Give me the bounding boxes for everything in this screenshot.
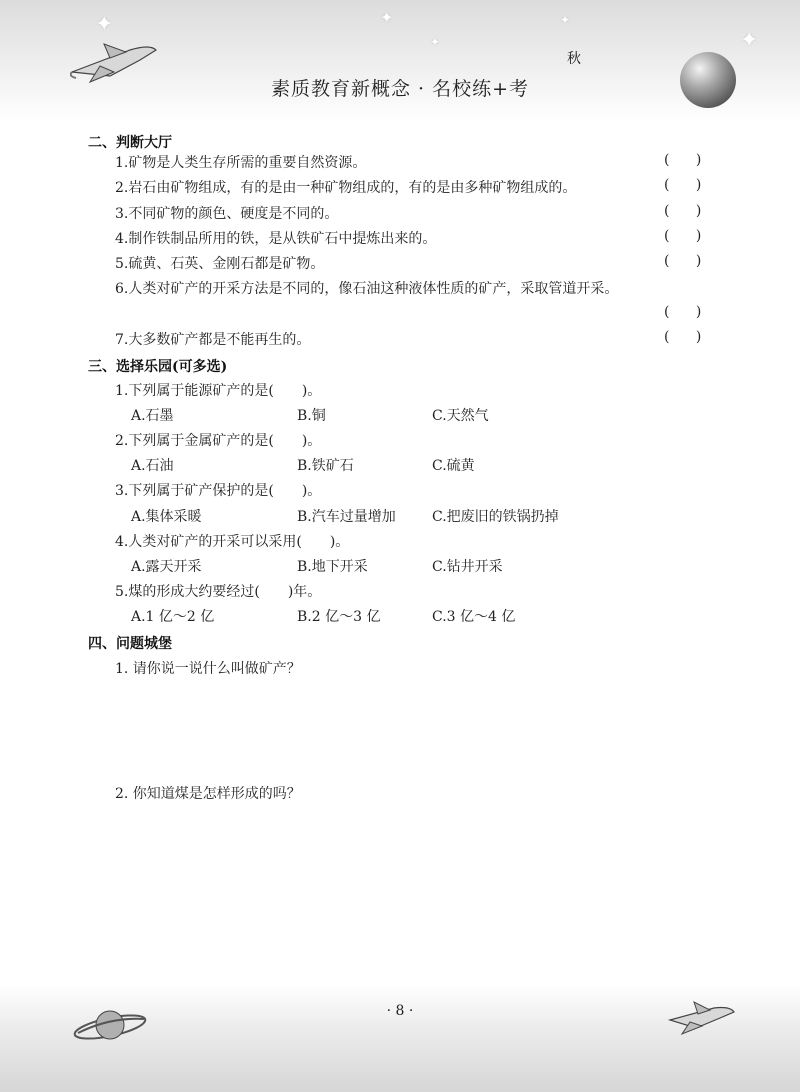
- judge-item: 4.制作铁制品所用的铁，是从铁矿石中提炼出来的。: [115, 231, 437, 247]
- choice-question: 2.下列属于金属矿产的是( )。: [115, 433, 322, 449]
- choice-option-c[interactable]: C.把废旧的铁锅扔掉: [432, 509, 559, 525]
- choice-option-c[interactable]: C.3 亿～4 亿: [432, 609, 516, 625]
- choice-question: 3.下列属于矿产保护的是( )。: [115, 483, 322, 499]
- star-icon: ✦: [95, 12, 114, 37]
- answer-parens[interactable]: ( ): [664, 203, 702, 219]
- space-shuttle-icon: [668, 998, 738, 1038]
- page-number: · 8 ·: [386, 1003, 414, 1019]
- choice-option-a[interactable]: A.石墨: [131, 408, 174, 424]
- judge-item: 5.硫黄、石英、金刚石都是矿物。: [115, 256, 325, 272]
- answer-parens[interactable]: ( ): [664, 228, 702, 244]
- choice-option-a[interactable]: A.石油: [131, 458, 174, 474]
- choice-option-a[interactable]: A.露天开采: [131, 559, 202, 575]
- judge-item: 7.大多数矿产都是不能再生的。: [115, 332, 311, 348]
- open-question: 2. 你知道煤是怎样形成的吗？: [115, 786, 301, 802]
- star-icon: ✦: [380, 8, 394, 27]
- choice-option-b[interactable]: B.铜: [297, 408, 326, 424]
- star-icon: ✦: [430, 35, 441, 49]
- star-icon: ✦: [740, 28, 759, 53]
- section-title-judge: 二、判断大厅: [88, 135, 172, 151]
- choice-option-b[interactable]: B.铁矿石: [297, 458, 354, 474]
- choice-option-b[interactable]: B.地下开采: [297, 559, 368, 575]
- choice-question: 1.下列属于能源矿产的是( )。: [115, 383, 322, 399]
- answer-parens[interactable]: ( ): [664, 329, 702, 345]
- choice-option-c[interactable]: C.硫黄: [432, 458, 475, 474]
- globe-icon: [680, 52, 736, 108]
- choice-question: 5.煤的形成大约要经过( )年。: [115, 584, 322, 600]
- judge-item: 1.矿物是人类生存所需的重要自然资源。: [115, 155, 367, 171]
- choice-question: 4.人类对矿产的开采可以采用( )。: [115, 534, 350, 550]
- page-header-title: 素质教育新概念 · 名校练+考: [270, 78, 530, 100]
- judge-item: 2.岩石由矿物组成，有的是由一种矿物组成的，有的是由多种矿物组成的。: [115, 180, 577, 196]
- season-label: 秋: [567, 51, 581, 67]
- choice-option-a[interactable]: A.集体采暖: [131, 509, 202, 525]
- answer-parens[interactable]: ( ): [664, 152, 702, 168]
- section-title-question: 四、问题城堡: [88, 636, 172, 652]
- choice-option-a[interactable]: A.1 亿～2 亿: [131, 609, 215, 625]
- star-icon: ✦: [560, 13, 571, 27]
- choice-option-b[interactable]: B.2 亿～3 亿: [297, 609, 381, 625]
- choice-option-c[interactable]: C.钻井开采: [432, 559, 503, 575]
- choice-option-c[interactable]: C.天然气: [432, 408, 489, 424]
- section-title-choice: 三、选择乐园(可多选): [88, 359, 228, 375]
- answer-parens[interactable]: ( ): [664, 177, 702, 193]
- answer-parens[interactable]: ( ): [664, 304, 702, 320]
- judge-item: 3.不同矿物的颜色、硬度是不同的。: [115, 206, 339, 222]
- answer-parens[interactable]: ( ): [664, 253, 702, 269]
- judge-item: 6.人类对矿产的开采方法是不同的，像石油这种液体性质的矿产，采取管道开采。: [115, 281, 619, 297]
- choice-option-b[interactable]: B.汽车过量增加: [297, 509, 396, 525]
- open-question: 1. 请你说一说什么叫做矿产？: [115, 661, 301, 677]
